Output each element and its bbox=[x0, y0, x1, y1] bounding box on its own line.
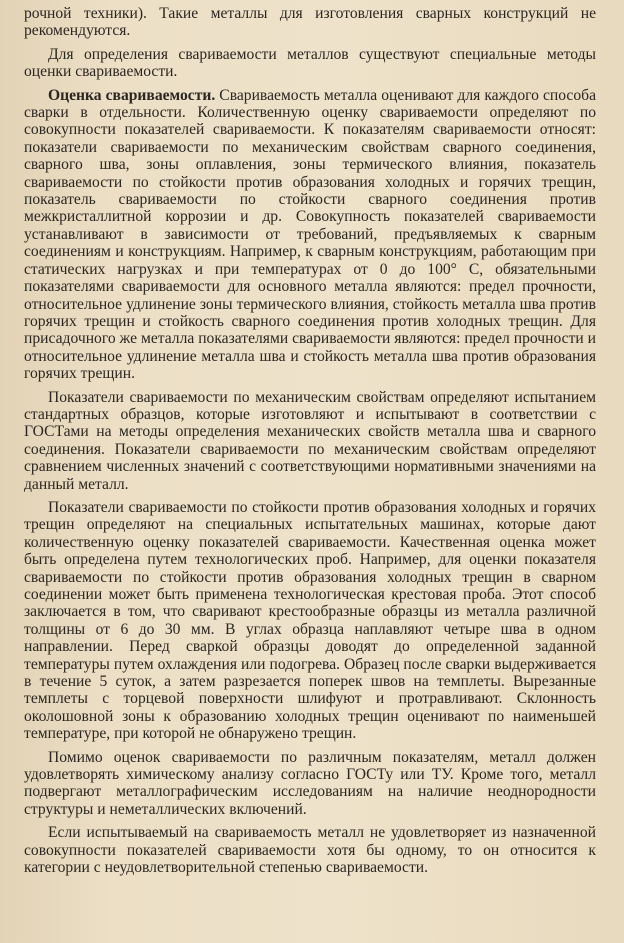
paragraph bbox=[24, 749, 596, 819]
paragraph-text: Помимо оценок свариваемости по различным показателям, металл должен удовлетворять химическому анализу согласно ГОСТу или ТУ. Кроме того, металл подвергают металлографическим исследованиям на наличие неоднородности структуры и неметаллических включений. bbox=[24, 748, 596, 818]
paragraph-text: Если испытываемый на свариваемость металл не удовлетворяет из назначенной совокупности показателей свариваемости хотя бы одному, то он относится к категории с неудовлетворительной степенью свариваемости. bbox=[24, 824, 596, 877]
paragraph bbox=[24, 389, 596, 493]
section-heading: Оценка свариваемости. bbox=[48, 86, 216, 104]
paragraph-weldability-assessment bbox=[24, 87, 596, 383]
paragraph-text: Показатели свариваемости по механическим свойствам определяют испытанием стандартных образцов, которые изготовляют и испытывают в соответствии с ГОСТами на методы определения механических свойств металла шва и сварного соединения. Показатели свариваемости по механическим свойствам определяют сравнением численных значений с соответствующими нормативными значениями на данный металл. bbox=[24, 388, 596, 493]
paragraph-text: Показатели свариваемости по стойкости против образования холодных и горячих трещин определяют на специальных испытательных машинах, которые дают количественную оценку показателей свариваемости. Качественная оценка может быть определена путем технологических проб. Например, для оценки показателя свариваемости по стойкости против образования холодных трещин в сварном соединении может быть применена технологическая крестовая проба. Этот способ заключается в том, что сваривают крестообразные образцы из металла различной толщины от 6 до 30 мм. В углах образца наплавляют четыре шва в одном направлении. Перед сваркой образцы доводят до определенной заданной температуры путем охлаждения или подогрева. Образец после сварки выдерживается в течение 5 суток, а затем разрезается поперек швов на темплеты. Вырезанные темплеты с торцевой поверхности шлифуют и протравливают. Склонность околошовной зоны к образованию холодных трещин оценивают по наименьшей температуре, при которой не обнаружено трещин. bbox=[24, 498, 596, 743]
paragraph bbox=[24, 499, 596, 743]
paragraph-continuation bbox=[24, 5, 596, 40]
paragraph-text: Для определения свариваемости металлов существуют специальные методы оценки свариваемости. bbox=[24, 45, 596, 81]
paragraph bbox=[24, 46, 596, 81]
paragraph bbox=[24, 824, 596, 876]
paragraph-text: Свариваемость металла оценивают для каждого способа сварки в отдельности. Количественную оценку свариваемости определяют по совокупности показателей свариваемости. К показателям свариваемости относят: показатели свариваемости по механическим свойствам сварного соединения, сварного шва, зоны оплавления, зоны термического влияния, показатель свариваемости по стойкости против образования холодных и горячих трещин, показатель свариваемости по стойкости сварного соединения против межкристаллитной коррозии и др. Совокупность показателей свариваемости устанавливают в зависимости от требований, предъявляемых к сварным соединениям и конструкциям. Например, к сварным конструкциям, работающим при статических нагрузках и при температурах от 0 до 100° С, обязательными показателями свариваемости для основного металла являются: предел прочности, относительное удлинение зоны термического влияния, стойкость металла шва против горячих трещин и стойкость сварного соединения против холодных трещин. Для присадочного же металла показателями свариваемости являются: предел прочности и относительное удлинение металла шва и стойкость металла шва против образования горячих трещин. bbox=[24, 86, 596, 383]
paragraph-text: рочной техники). Такие металлы для изготовления сварных конструкций не рекомендуются. bbox=[24, 5, 596, 40]
